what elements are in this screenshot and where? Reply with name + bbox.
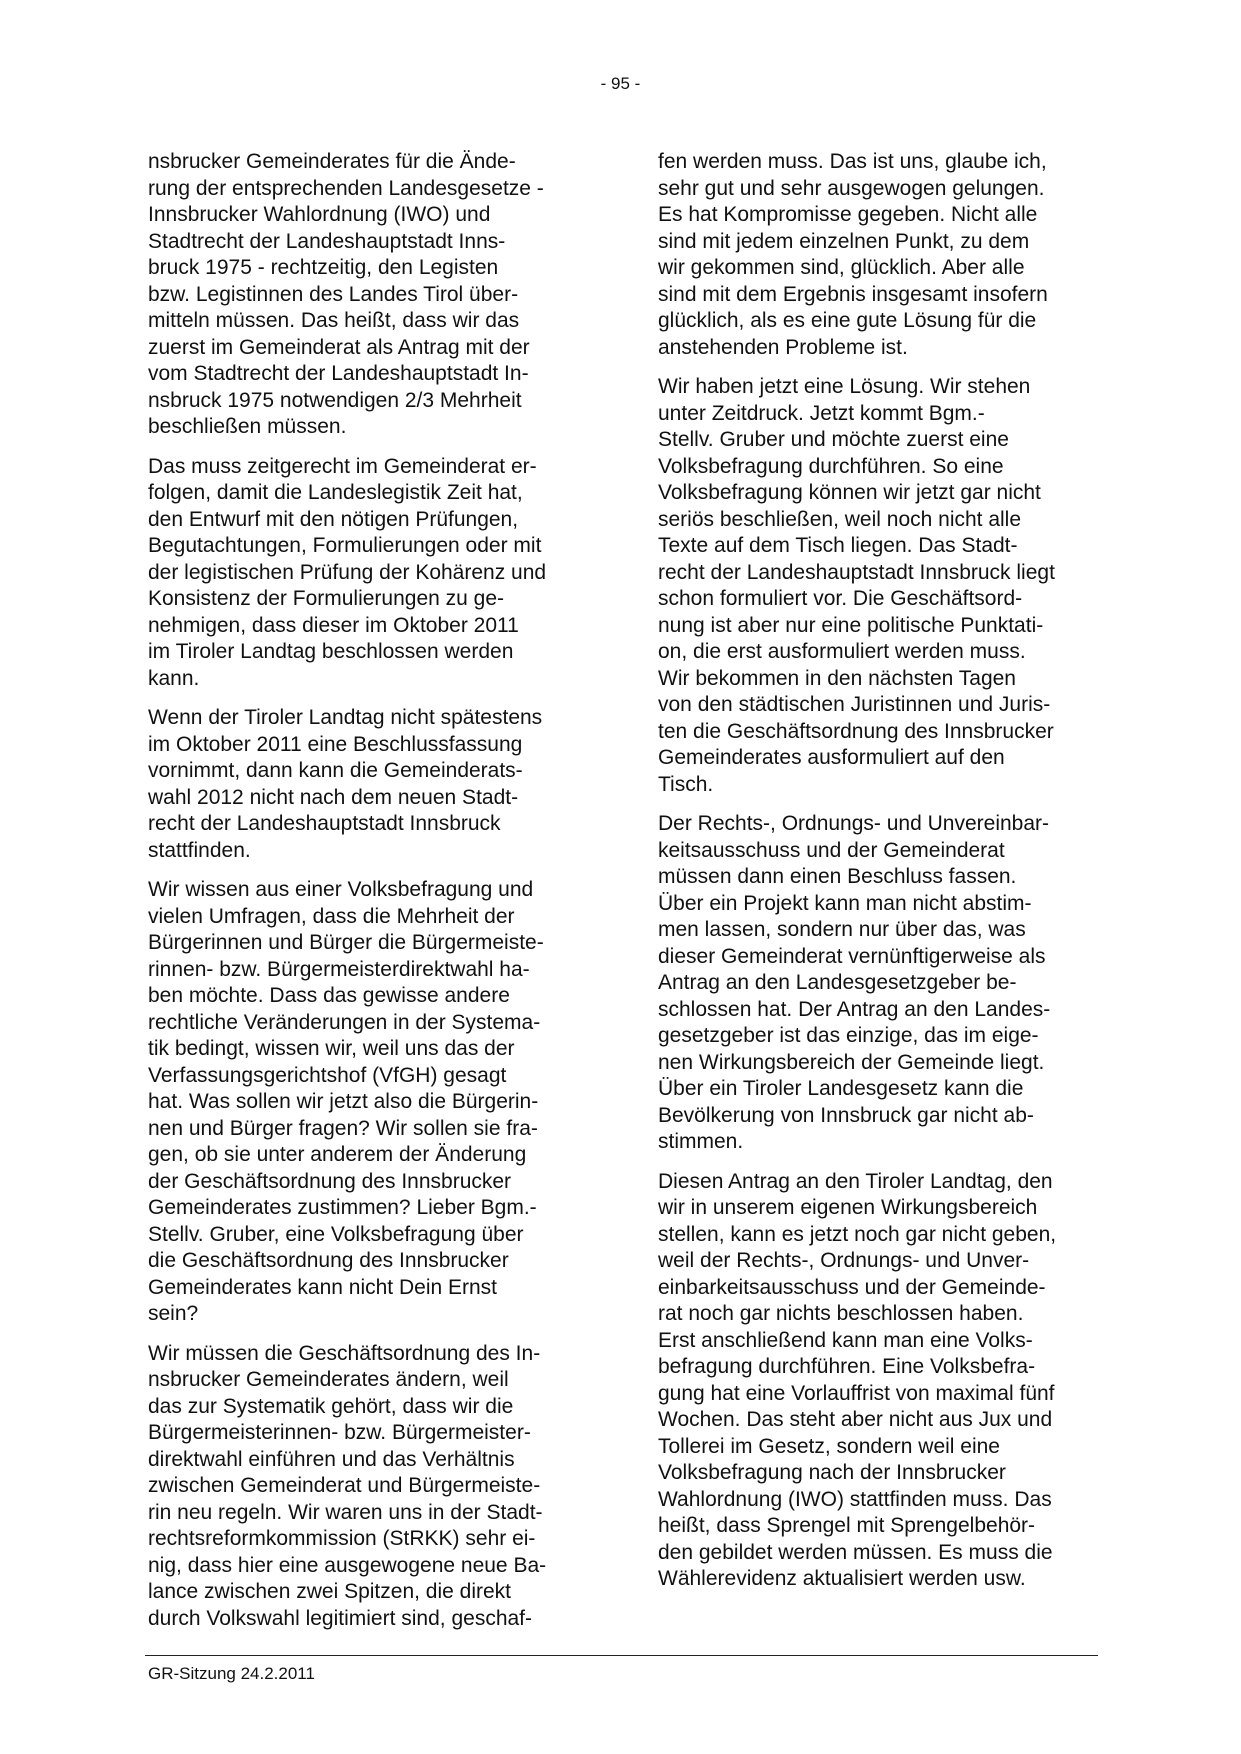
text-line: Begutachtungen, Formulierungen oder mit bbox=[148, 534, 542, 557]
text-line: mitteln müssen. Das heißt, dass wir das bbox=[148, 309, 520, 332]
text-line: kann. bbox=[148, 666, 200, 690]
text-line: sein? bbox=[148, 1302, 199, 1325]
text-line: Bürgermeisterinnen- bzw. Bürgermeister- bbox=[148, 1421, 531, 1444]
text-line: beschließen müssen. bbox=[148, 415, 347, 438]
text-line: müssen dann einen Beschluss fassen. bbox=[658, 865, 1017, 888]
text-line: weil der Rechts-, Ordnungs- und Unver- bbox=[658, 1249, 1030, 1272]
text-line: gung hat eine Vorlauffrist von maximal fünf bbox=[658, 1381, 1055, 1405]
text-line: im Oktober 2011 eine Beschlussfassung bbox=[148, 732, 523, 756]
text-line: Diesen Antrag an den Tiroler Landtag, den bbox=[658, 1169, 1053, 1193]
paragraph bbox=[148, 1341, 588, 1633]
text-line: Wahlordnung (IWO) stattfinden muss. Das bbox=[658, 1487, 1052, 1511]
text-line: bzw. Legistinnen des Landes Tirol über- bbox=[148, 282, 519, 306]
text-line: men lassen, sondern nur über das, was bbox=[658, 918, 1026, 941]
text-line: direktwahl einführen und das Verhältnis bbox=[148, 1447, 515, 1471]
text-line: einbarkeitsausschuss und der Gemeinde- bbox=[658, 1275, 1046, 1299]
text-line: anstehenden Probleme ist. bbox=[658, 335, 908, 359]
paragraph bbox=[148, 705, 588, 864]
text-line: vornimmt, dann kann die Gemeinderats- bbox=[148, 759, 523, 782]
paragraph bbox=[658, 811, 1098, 1156]
text-line: wahl 2012 nicht nach dem neuen Stadt- bbox=[148, 785, 519, 809]
text-line: on, die erst ausformuliert werden muss. bbox=[658, 640, 1026, 663]
text-line: stellen, kann es jetzt noch gar nicht geben, bbox=[658, 1222, 1057, 1246]
text-line: Der Rechts-, Ordnungs- und Unvereinbar- bbox=[658, 812, 1050, 835]
text-line: ben möchte. Dass das gewisse andere bbox=[148, 984, 510, 1007]
text-line: den Entwurf mit den nötigen Prüfungen, bbox=[148, 507, 519, 531]
text-line: im Tiroler Landtag beschlossen werden bbox=[148, 640, 514, 663]
text-line: wir in unserem eigenen Wirkungsbereich bbox=[658, 1196, 1038, 1219]
text-line: Tollerei im Gesetz, sondern weil eine bbox=[658, 1434, 1000, 1458]
paragraph bbox=[658, 149, 1098, 361]
text-line: Wir wissen aus einer Volksbefragung und bbox=[148, 878, 534, 901]
text-line: gen, ob sie unter anderem der Änderung bbox=[148, 1143, 527, 1166]
text-line: rinnen- bzw. Bürgermeisterdirektwahl ha- bbox=[148, 957, 530, 981]
text-line: nig, dass hier eine ausgewogene neue Ba- bbox=[148, 1553, 547, 1577]
footer-divider bbox=[145, 1655, 1098, 1656]
text-line: sind mit dem Ergebnis insgesamt insofern bbox=[658, 282, 1048, 306]
text-line: nehmigen, dass dieser im Oktober 2011 bbox=[148, 613, 519, 637]
text-line: bruck 1975 - rechtzeitig, den Legisten bbox=[148, 256, 499, 279]
text-line: Wählerevidenz aktualisiert werden usw. bbox=[658, 1567, 1026, 1590]
text-line: zwischen Gemeinderat und Bürgermeiste- bbox=[148, 1474, 541, 1497]
text-line: Stellv. Gruber, eine Volksbefragung über bbox=[148, 1222, 524, 1246]
text-line: Volksbefragung können wir jetzt gar nicht bbox=[658, 481, 1041, 504]
text-line: Wenn der Tiroler Landtag nicht spätestens bbox=[148, 706, 543, 729]
text-line: dieser Gemeinderat vernünftigerweise als bbox=[658, 944, 1046, 968]
text-line: der legistischen Prüfung der Kohärenz und bbox=[148, 560, 547, 584]
text-line: nen und Bürger fragen? Wir sollen sie fra- bbox=[148, 1116, 538, 1140]
text-line: tik bedingt, wissen wir, weil uns das der bbox=[148, 1037, 515, 1060]
text-line: Tisch. bbox=[658, 772, 714, 796]
text-line: recht der Landeshauptstadt Innsbruck liegt bbox=[658, 560, 1055, 584]
page-number: - 95 - bbox=[600, 74, 641, 93]
paragraph bbox=[658, 374, 1098, 798]
left-text-column bbox=[148, 149, 588, 1645]
text-line: heißt, dass Sprengel mit Sprengelbehör- bbox=[658, 1514, 1036, 1537]
text-line: Gemeinderates ausformuliert auf den bbox=[658, 746, 1005, 769]
text-line: vielen Umfragen, dass die Mehrheit der bbox=[148, 904, 515, 928]
text-line: zuerst im Gemeinderat als Antrag mit der bbox=[148, 335, 530, 359]
text-line: Antrag an den Landesgesetzgeber be- bbox=[658, 971, 1017, 994]
text-line: Stellv. Gruber und möchte zuerst eine bbox=[658, 428, 1009, 451]
text-line: Gemeinderates kann nicht Dein Ernst bbox=[148, 1275, 498, 1299]
text-line: Wochen. Das steht aber nicht aus Jux und bbox=[658, 1408, 1053, 1431]
text-line: folgen, damit die Landeslegistik Zeit hat, bbox=[148, 481, 523, 504]
text-line: hat. Was sollen wir jetzt also die Bürgerin- bbox=[148, 1090, 539, 1113]
text-line: nsbrucker Gemeinderates ändern, weil bbox=[148, 1368, 509, 1391]
text-line: sind mit jedem einzelnen Punkt, zu dem bbox=[658, 229, 1030, 253]
right-text-column bbox=[658, 149, 1098, 1606]
text-line: keitsausschuss und der Gemeinderat bbox=[658, 838, 1005, 862]
text-line: Über ein Projekt kann man nicht abstim- bbox=[658, 891, 1032, 915]
text-line: rin neu regeln. Wir waren uns in der Stadt- bbox=[148, 1500, 543, 1524]
text-line: Wir müssen die Geschäftsordnung des In- bbox=[148, 1341, 541, 1365]
text-line: fen werden muss. Das ist uns, glaube ich, bbox=[658, 150, 1047, 173]
text-line: den gebildet werden müssen. Es muss die bbox=[658, 1540, 1053, 1564]
text-line: Gemeinderates zustimmen? Lieber Bgm.- bbox=[148, 1196, 537, 1219]
text-line: stimmen. bbox=[658, 1130, 744, 1153]
text-line: Es hat Kompromisse gegeben. Nicht alle bbox=[658, 203, 1038, 226]
text-line: Verfassungsgerichtshof (VfGH) gesagt bbox=[148, 1063, 507, 1087]
text-line: Konsistenz der Formulierungen zu ge- bbox=[148, 587, 505, 610]
text-line: recht der Landeshauptstadt Innsbruck bbox=[148, 812, 501, 835]
text-line: Bürgerinnen und Bürger die Bürgermeiste- bbox=[148, 931, 544, 954]
text-line: rechtsreformkommission (StRKK) sehr ei- bbox=[148, 1527, 536, 1550]
text-line: Stadtrecht der Landeshauptstadt Inns- bbox=[148, 229, 506, 253]
text-line: seriös beschließen, weil noch nicht alle bbox=[658, 507, 1022, 531]
text-line: Wir haben jetzt eine Lösung. Wir stehen bbox=[658, 375, 1031, 398]
text-line: unter Zeitdruck. Jetzt kommt Bgm.- bbox=[658, 401, 985, 425]
text-line: schon formuliert vor. Die Geschäftsord- bbox=[658, 587, 1023, 610]
text-line: Über ein Tiroler Landesgesetz kann die bbox=[658, 1077, 1024, 1100]
text-line: nsbruck 1975 notwendigen 2/3 Mehrheit bbox=[148, 388, 522, 412]
text-line: Das muss zeitgerecht im Gemeinderat er- bbox=[148, 454, 537, 478]
text-line: Erst anschließend kann man eine Volks- bbox=[658, 1328, 1033, 1352]
text-line: glücklich, als es eine gute Lösung für die bbox=[658, 309, 1037, 332]
text-line: Texte auf dem Tisch liegen. Das Stadt- bbox=[658, 534, 1018, 557]
text-line: Volksbefragung durchführen. So eine bbox=[658, 454, 1004, 478]
text-line: lance zwischen zwei Spitzen, die direkt bbox=[148, 1580, 512, 1603]
text-line: durch Volkswahl legitimiert sind, geschaf- bbox=[148, 1606, 533, 1630]
text-line: Volksbefragung nach der Innsbrucker bbox=[658, 1461, 1006, 1484]
text-line: nung ist aber nur eine politische Punktati- bbox=[658, 613, 1044, 637]
paragraph bbox=[148, 149, 588, 441]
text-line: nsbrucker Gemeinderates für die Ände- bbox=[148, 150, 516, 173]
text-line: Innsbrucker Wahlordnung (IWO) und bbox=[148, 203, 491, 226]
text-line: rung der entsprechenden Landesgesetze - bbox=[148, 176, 544, 200]
text-line: stattfinden. bbox=[148, 838, 251, 862]
text-line: rat noch gar nichts beschlossen haben. bbox=[658, 1302, 1024, 1325]
paragraph bbox=[148, 877, 588, 1328]
text-line: nen Wirkungsbereich der Gemeinde liegt. bbox=[658, 1050, 1045, 1074]
paragraph bbox=[148, 454, 588, 693]
text-line: rechtliche Veränderungen in der Systema- bbox=[148, 1010, 541, 1034]
text-line: vom Stadtrecht der Landeshauptstadt In- bbox=[148, 362, 529, 385]
text-line: befragung durchführen. Eine Volksbefra- bbox=[658, 1355, 1036, 1378]
text-line: schlossen hat. Der Antrag an den Landes- bbox=[658, 997, 1051, 1021]
text-line: von den städtischen Juristinnen und Juris- bbox=[658, 693, 1051, 716]
text-line: Bevölkerung von Innsbruck gar nicht ab- bbox=[658, 1103, 1034, 1127]
text-line: der Geschäftsordnung des Innsbrucker bbox=[148, 1169, 512, 1193]
footer-session-label: GR-Sitzung 24.2.2011 bbox=[148, 1664, 315, 1683]
paragraph bbox=[658, 1169, 1098, 1593]
text-line: sehr gut und sehr ausgewogen gelungen. bbox=[658, 176, 1045, 200]
text-line: wir gekommen sind, glücklich. Aber alle bbox=[658, 256, 1025, 279]
text-line: Wir bekommen in den nächsten Tagen bbox=[658, 666, 1016, 690]
text-line: gesetzgeber ist das einzige, das im eige- bbox=[658, 1024, 1039, 1047]
text-line: die Geschäftsordnung des Innsbrucker bbox=[148, 1249, 509, 1272]
text-line: das zur Systematik gehört, dass wir die bbox=[148, 1394, 514, 1418]
text-line: ten die Geschäftsordnung des Innsbrucker bbox=[658, 719, 1054, 743]
